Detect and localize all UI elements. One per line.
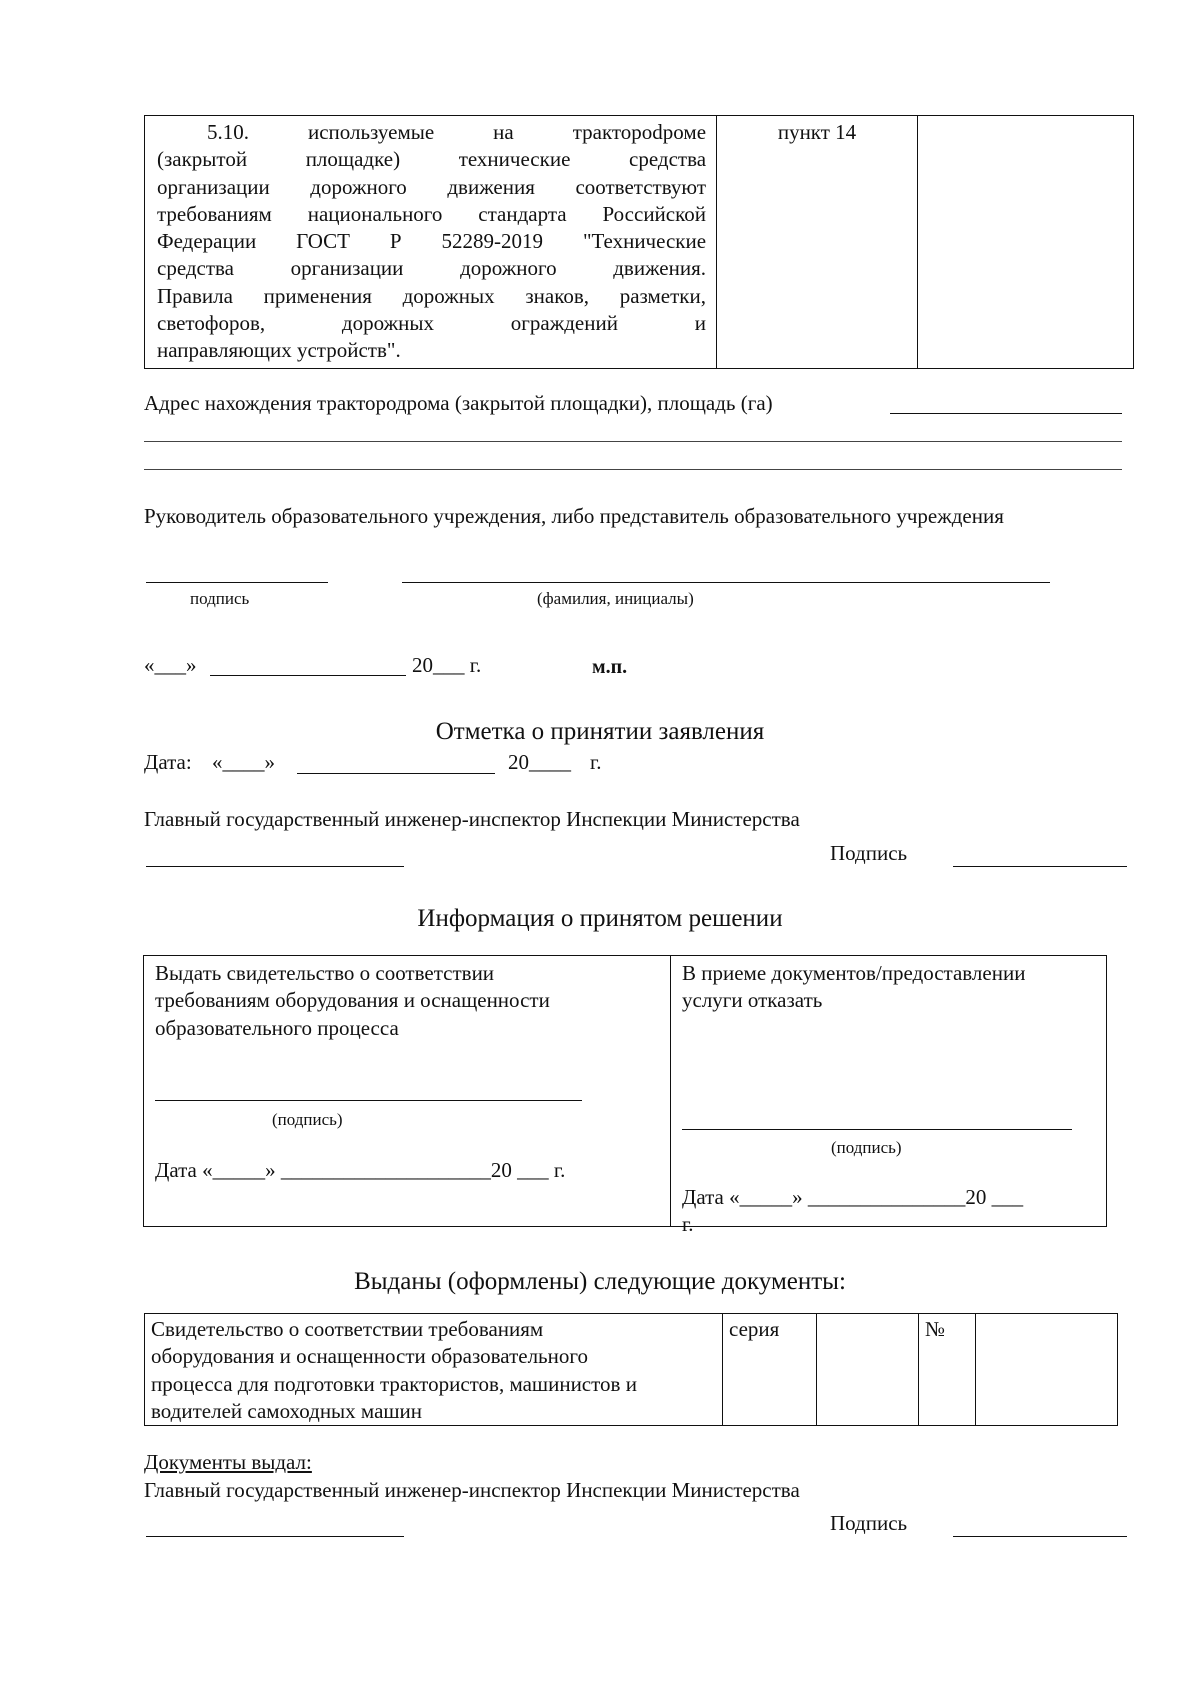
address-area-line[interactable] [890, 413, 1122, 414]
address-line-2[interactable] [144, 441, 1122, 442]
head-date-day[interactable]: «___» [144, 653, 197, 677]
issue-date[interactable]: Дата «_____» ____________________20 ___ г. [155, 1158, 566, 1182]
refuse-signature-caption: (подпись) [831, 1138, 902, 1157]
issued-table [144, 1313, 1118, 1426]
requirement-line-1: 5.10. используемые на трактороdроме [207, 120, 707, 144]
issued-number-label: № [919, 1314, 976, 1425]
requirement-line-5: Федерации ГОСТ Р 52289-2019 "Технические [157, 229, 707, 254]
acceptance-date-day[interactable]: «____» [212, 750, 275, 774]
stamp-place: м.п. [592, 656, 628, 678]
issued-title: Выданы (оформлены) следующие документы: [354, 1268, 846, 1295]
issued-number-value[interactable] [976, 1314, 1117, 1425]
head-signature-caption: подпись [190, 589, 250, 608]
requirement-line-4: требованиям национального стандарта Российской [157, 201, 706, 226]
issued-series-label: серия [723, 1314, 817, 1425]
head-label: Руководитель образовательного учреждения, либо представитель образовательного учреждения [144, 504, 1004, 528]
decision-table [143, 955, 1107, 1236]
requirement-line-9: направляющих устройств". [157, 338, 401, 363]
issued-doc-line-1: Свидетельство о соответствии требованиям [151, 1317, 544, 1341]
requirement-line-3: организации дорожного движения соответствуют [157, 174, 706, 199]
issue-text-line-1: Выдать свидетельство о соответствии [155, 961, 495, 985]
requirement-mark-cell[interactable] [918, 116, 1133, 368]
acceptance-signature-label: Подпись [830, 841, 908, 865]
acceptance-date-year[interactable]: 20____ [508, 750, 571, 774]
issue-signature-caption: (подпись) [272, 1110, 343, 1129]
issued-series-value[interactable] [817, 1314, 919, 1425]
issued-doc-cell [145, 1314, 723, 1425]
acceptance-year-suffix: г. [590, 750, 602, 774]
head-name-line[interactable] [402, 582, 1050, 583]
issue-text-line-3: образовательного процесса [155, 1015, 399, 1040]
acceptance-date-label: Дата: [144, 750, 192, 774]
issued-signature-label: Подпись [830, 1511, 908, 1535]
head-name-caption: (фамилия, инициалы) [537, 589, 694, 608]
issued-doc-line-4: водителей самоходных машин [151, 1398, 423, 1423]
issued-signature-line[interactable] [953, 1536, 1127, 1537]
issued-doc-line-3: процесса для подготовки трактористов, машинистов и [151, 1371, 637, 1396]
refuse-signature-line[interactable] [682, 1129, 1072, 1130]
issued-by-label: Документы выдал: [144, 1450, 312, 1474]
issued-doc-line-2: оборудования и оснащенности образовательного [151, 1344, 588, 1369]
refuse-text-line-2: услуги отказать [682, 988, 823, 1013]
acceptance-date-month-line[interactable] [297, 773, 495, 774]
requirement-line-6: средства организации дорожного движения. [157, 256, 707, 281]
decision-issue-cell[interactable] [144, 956, 671, 1226]
acceptance-inspector: Главный государственный инженер-инспектор Инспекции Министерства [144, 807, 800, 831]
head-signature-line[interactable] [146, 582, 328, 583]
requirement-line-8: светофоров, дорожных ограждений и [157, 311, 706, 336]
refuse-date[interactable]: Дата «_____» _______________20 ___ [682, 1185, 1024, 1209]
address-label: Адрес нахождения трактородрома (закрытой площадки), площадь (га) [144, 391, 773, 415]
requirement-reference-cell: пункт 14 [717, 116, 918, 368]
requirement-text-cell [145, 116, 717, 368]
acceptance-signature-line[interactable] [953, 866, 1127, 867]
decision-refuse-cell[interactable] [671, 956, 1106, 1236]
head-date-year[interactable]: 20___ г. [412, 653, 482, 677]
requirement-line-2: (закрытой площадке) технические средства [157, 147, 707, 172]
issue-text-line-2: требованиям оборудования и оснащенности [155, 988, 550, 1013]
requirement-line-7: Правила применения дорожных знаков, разметки, [157, 283, 706, 308]
issue-signature-line[interactable] [155, 1100, 582, 1101]
decision-title: Информация о принятом решении [417, 905, 783, 932]
acceptance-inspector-name-line[interactable] [146, 866, 404, 867]
issued-inspector-name-line[interactable] [146, 1536, 404, 1537]
acceptance-title: Отметка о принятии заявления [435, 718, 765, 745]
requirements-table [144, 115, 1134, 369]
address-line-3[interactable] [144, 469, 1122, 470]
refuse-date-suffix: г. [682, 1212, 694, 1236]
head-date-month-line[interactable] [210, 675, 406, 676]
issued-inspector: Главный государственный инженер-инспектор Инспекции Министерства [144, 1478, 800, 1502]
requirement-word: трактороdроме [572, 120, 707, 144]
refuse-text-line-1: В приеме документов/предоставлении [682, 961, 1026, 985]
